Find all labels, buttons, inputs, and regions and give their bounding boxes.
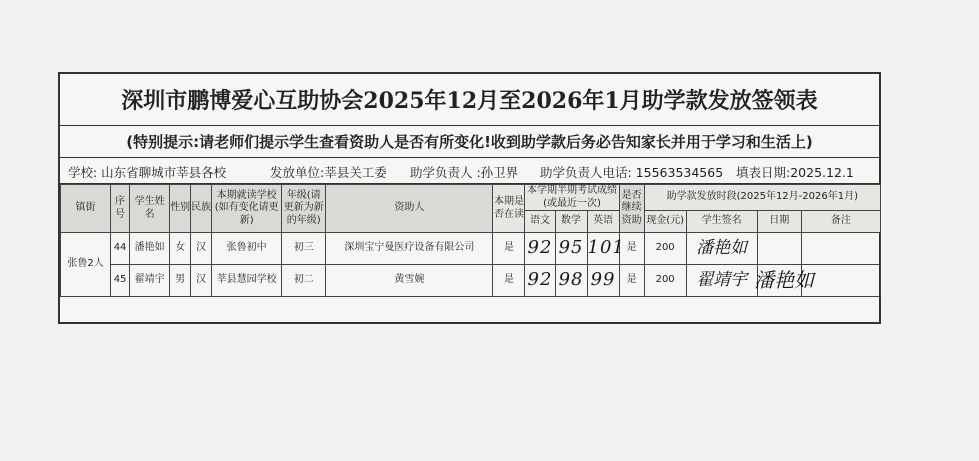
cell-signature: 翟靖宇 bbox=[686, 265, 757, 297]
header-seq: 序号 bbox=[111, 185, 130, 233]
cell-remark bbox=[801, 233, 880, 265]
group-label: 张鲁2人 bbox=[61, 233, 111, 297]
header-remarks: 备注 bbox=[801, 211, 880, 233]
cell-english: 99 bbox=[587, 265, 619, 297]
cell-chinese: 92 bbox=[525, 233, 555, 265]
header-signature: 学生签名 bbox=[686, 211, 757, 233]
header-cash: 现金(元) bbox=[644, 211, 686, 233]
header-chinese: 语文 bbox=[525, 211, 555, 233]
cell-enrolled: 是 bbox=[493, 265, 525, 297]
cell-cash: 200 bbox=[644, 265, 686, 297]
cell-english: 101 bbox=[587, 233, 619, 265]
cell-enrolled: 是 bbox=[493, 233, 525, 265]
cell-school: 张鲁初中 bbox=[212, 233, 282, 265]
cell-school: 莘县慧园学校 bbox=[212, 265, 282, 297]
cell-name: 潘艳如 bbox=[130, 233, 170, 265]
info-contact: 助学负责人 :孙卫界 bbox=[410, 165, 519, 180]
cell-ethnicity: 汉 bbox=[191, 233, 212, 265]
cell-sponsor: 深圳宝宁曼医疗设备有限公司 bbox=[326, 233, 493, 265]
header-enrolled: 本期是否在读 bbox=[493, 185, 525, 233]
cell-gender: 男 bbox=[170, 265, 191, 297]
info-line bbox=[60, 158, 879, 184]
header-ethnicity: 民族 bbox=[191, 185, 212, 233]
header-name: 学生姓名 bbox=[130, 185, 170, 233]
remark-signature-overflow: 潘艳如 bbox=[754, 268, 814, 292]
cell-name: 翟靖宇 bbox=[130, 265, 170, 297]
cell-math: 95 bbox=[555, 233, 587, 265]
cell-seq: 44 bbox=[111, 233, 130, 265]
header-scores: 本学期半期考试成绩(或最近一次) bbox=[525, 185, 619, 211]
cell-continue: 是 bbox=[619, 265, 644, 297]
table-row bbox=[61, 233, 881, 265]
cell-gender: 女 bbox=[170, 233, 191, 265]
cell-sponsor: 黄雪婉 bbox=[326, 265, 493, 297]
form-title: 深圳市鹏博爱心互助协会2025年12月至2026年1月助学款发放签领表 bbox=[60, 74, 879, 126]
header-math: 数学 bbox=[555, 211, 587, 233]
header-school: 本期就读学校(如有变化请更新) bbox=[212, 185, 282, 233]
cell-signature: 潘艳如 bbox=[686, 233, 757, 265]
cell-ethnicity: 汉 bbox=[191, 265, 212, 297]
header-continue: 是否继续资助 bbox=[619, 185, 644, 233]
cell-cash: 200 bbox=[644, 233, 686, 265]
header-gender: 性别 bbox=[170, 185, 191, 233]
cell-grade: 初二 bbox=[282, 265, 326, 297]
special-notice: (特别提示:请老师们提示学生查看资助人是否有所变化!收到助学款后务必告知家长并用于学习和生活上) bbox=[60, 126, 879, 158]
cell-sign-date bbox=[757, 233, 801, 265]
header-sign-date: 日期 bbox=[757, 211, 801, 233]
header-town: 镇街 bbox=[61, 185, 111, 233]
header-grade: 年级(请更新为新的年级) bbox=[282, 185, 326, 233]
info-school: 学校: 山东省聊城市莘县各校 bbox=[68, 165, 227, 180]
cell-grade: 初三 bbox=[282, 233, 326, 265]
info-phone: 助学负责人电话: 15563534565 bbox=[540, 165, 724, 180]
header-english: 英语 bbox=[587, 211, 619, 233]
cell-math: 98 bbox=[555, 265, 587, 297]
header-sponsor: 资助人 bbox=[326, 185, 493, 233]
header-period: 助学款发放时段(2025年12月-2026年1月) bbox=[644, 185, 880, 211]
cell-seq: 45 bbox=[111, 265, 130, 297]
info-issuer: 发放单位:莘县关工委 bbox=[270, 165, 387, 180]
cell-chinese: 92 bbox=[525, 265, 555, 297]
cell-continue: 是 bbox=[619, 233, 644, 265]
info-date: 填表日期:2025.12.1 bbox=[736, 165, 854, 180]
